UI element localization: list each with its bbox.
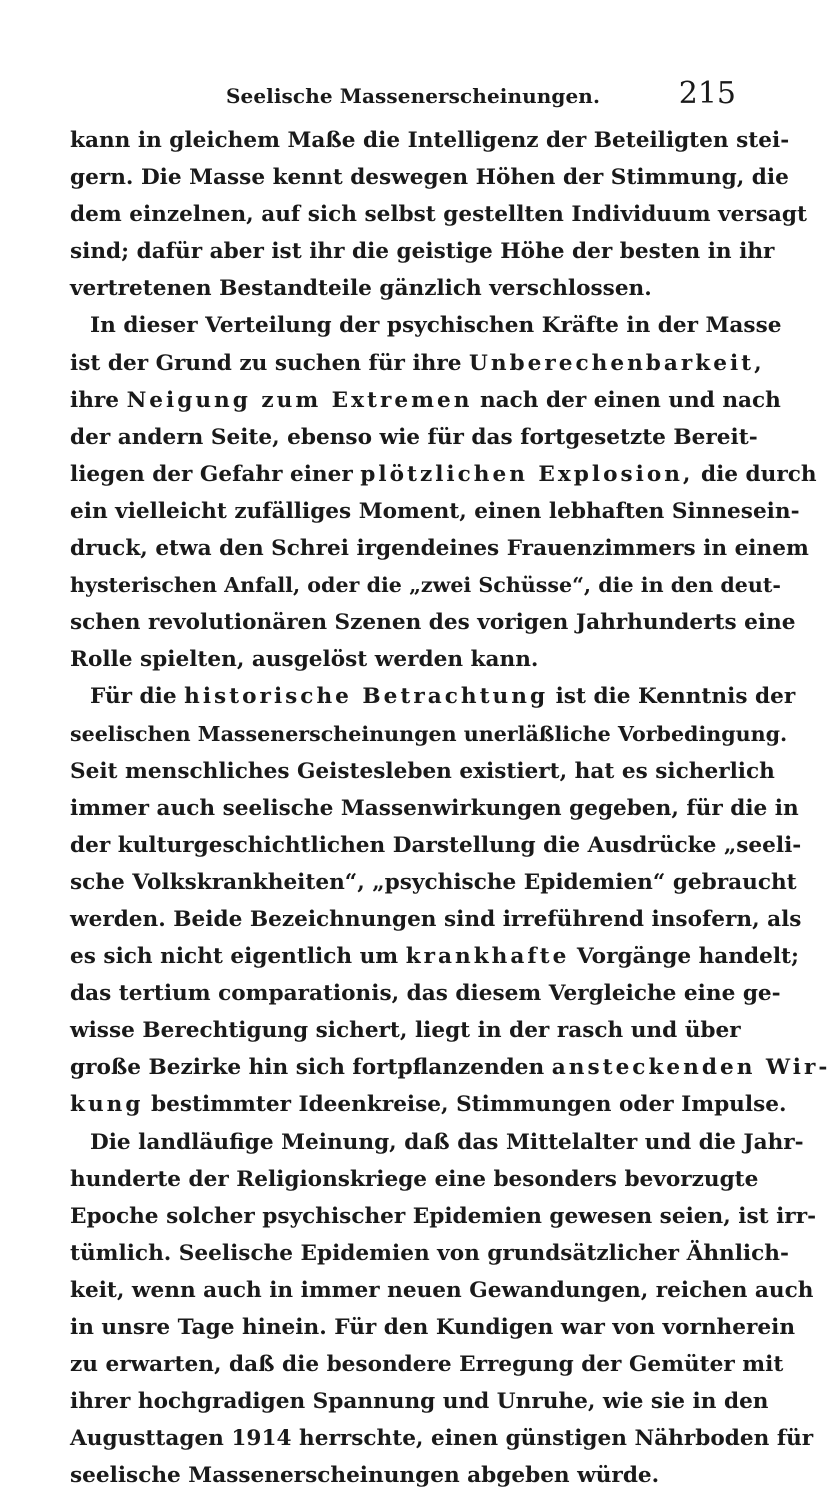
emphasized-text: plötzlichen Explosion,	[360, 461, 694, 487]
text-line: werden. Beide Bezeichnungen sind irreführend insofern, als	[70, 906, 802, 932]
text-line: tümlich. Seelische Epidemien von grundsätzlicher Ähnlich-	[70, 1240, 789, 1266]
text-line: ein vielleicht zufälliges Moment, einen lebhaften Sinnesein-	[70, 498, 800, 524]
text-line: Rolle spielten, ausgelöst werden kann.	[70, 647, 539, 673]
book-page	[70, 76, 830, 1494]
running-title: Seelische Massenerscheinungen.	[225, 84, 601, 108]
text-line: seelische Massenerscheinungen abgeben würde.	[70, 1463, 660, 1489]
text-line: immer auch seelische Massenwirkungen gegeben, für die in	[70, 795, 799, 821]
text-line: keit, wenn auch in immer neuen Gewandungen, reichen auch	[70, 1277, 814, 1303]
text-segment: ist der Grund zu suchen für ihre	[70, 350, 462, 376]
text-line: Seit menschliches Geistesleben existiert, hat es sicherlich	[70, 758, 775, 784]
emphasized-text: Neigung zum Extremen	[126, 387, 473, 413]
text-segment: ist die Kenntnis der	[555, 684, 796, 710]
text-line: zu erwarten, daß die besondere Erregung der Gemüter mit	[70, 1352, 784, 1378]
text-line: Die landläufige Meinung, daß das Mittelalter und die Jahr-	[90, 1129, 804, 1155]
text-segment: große Bezirke hin sich fortpflanzenden	[70, 1055, 545, 1081]
running-header	[70, 76, 736, 116]
emphasized-text: krankhafte	[405, 944, 570, 970]
text-line: hunderte der Religionskriege eine besonders bevorzugte	[70, 1166, 759, 1192]
text-line	[70, 345, 765, 382]
text-line	[70, 456, 817, 493]
text-line: In dieser Verteilung der psychischen Kräfte in der Masse	[90, 313, 782, 339]
page-number: 215	[678, 76, 736, 111]
text-line: druck, etwa den Schrei irgendeines Frauenzimmers in einem	[70, 536, 809, 562]
text-line: gern. Die Masse kennt deswegen Höhen der Stimmung, die	[70, 165, 789, 191]
text-line: ihrer hochgradigen Spannung und Unruhe, wie sie in den	[70, 1389, 769, 1415]
text-line: kann in gleichem Maße die Intelligenz der Beteiligten stei-	[70, 128, 790, 153]
text-line: dem einzelnen, auf sich selbst gestellten Individuum versagt	[70, 202, 807, 228]
emphasized-text: historische Betrachtung	[184, 684, 549, 710]
text-line: Augusttagen 1914 herrschte, einen günstigen Nährboden für	[70, 1426, 814, 1452]
text-line: wisse Berechtigung sichert, liegt in der rasch und über	[70, 1018, 741, 1044]
text-segment: ihre	[70, 387, 120, 413]
text-line: hysterischen Anfall, oder die „zwei Schüsse“, die in den deut-	[70, 573, 781, 598]
text-line: sche Volkskrankheiten“, „psychische Epidemien“ gebraucht	[70, 869, 797, 895]
text-line: schen revolutionären Szenen des vorigen Jahrhunderts eine	[70, 610, 796, 636]
text-segment: die durch	[700, 461, 817, 487]
text-line: in unsre Tage hinein. Für den Kundigen war von vornherein	[70, 1315, 796, 1340]
text-line: Epoche solcher psychischer Epidemien gewesen seien, ist irr-	[70, 1203, 817, 1229]
text-line	[70, 1049, 830, 1086]
emphasized-text: kung	[70, 1092, 144, 1118]
text-segment: bestimmter Ideenkreise, Stimmungen oder Impulse.	[151, 1092, 787, 1118]
text-line: der andern Seite, ebenso wie für das fortgesetzte Bereit-	[70, 424, 758, 450]
text-segment: Für die	[90, 684, 177, 710]
body-text	[70, 122, 830, 1494]
text-line: seelischen Massenerscheinungen unerläßliche Vorbedingung.	[70, 721, 788, 746]
emphasized-text: ansteckenden Wir-	[551, 1055, 830, 1081]
text-segment: es sich nicht eigentlich um	[70, 944, 399, 970]
text-line	[70, 1086, 787, 1123]
text-line	[70, 938, 799, 975]
text-line	[70, 382, 781, 419]
text-line: der kulturgeschichtlichen Darstellung die Ausdrücke „seeli-	[70, 832, 802, 858]
text-line	[70, 678, 796, 715]
text-segment: Vorgänge handelt;	[576, 944, 799, 970]
emphasized-text: Unberechenbarkeit,	[469, 350, 765, 376]
text-line: vertretenen Bestandteile gänzlich verschlossen.	[70, 276, 652, 302]
text-segment: nach der einen und nach	[479, 387, 781, 413]
text-line: das tertium comparationis, das diesem Vergleiche eine ge-	[70, 981, 781, 1007]
text-segment: liegen der Gefahr einer	[70, 461, 353, 487]
text-line: sind; dafür aber ist ihr die geistige Höhe der besten in ihr	[70, 239, 775, 265]
